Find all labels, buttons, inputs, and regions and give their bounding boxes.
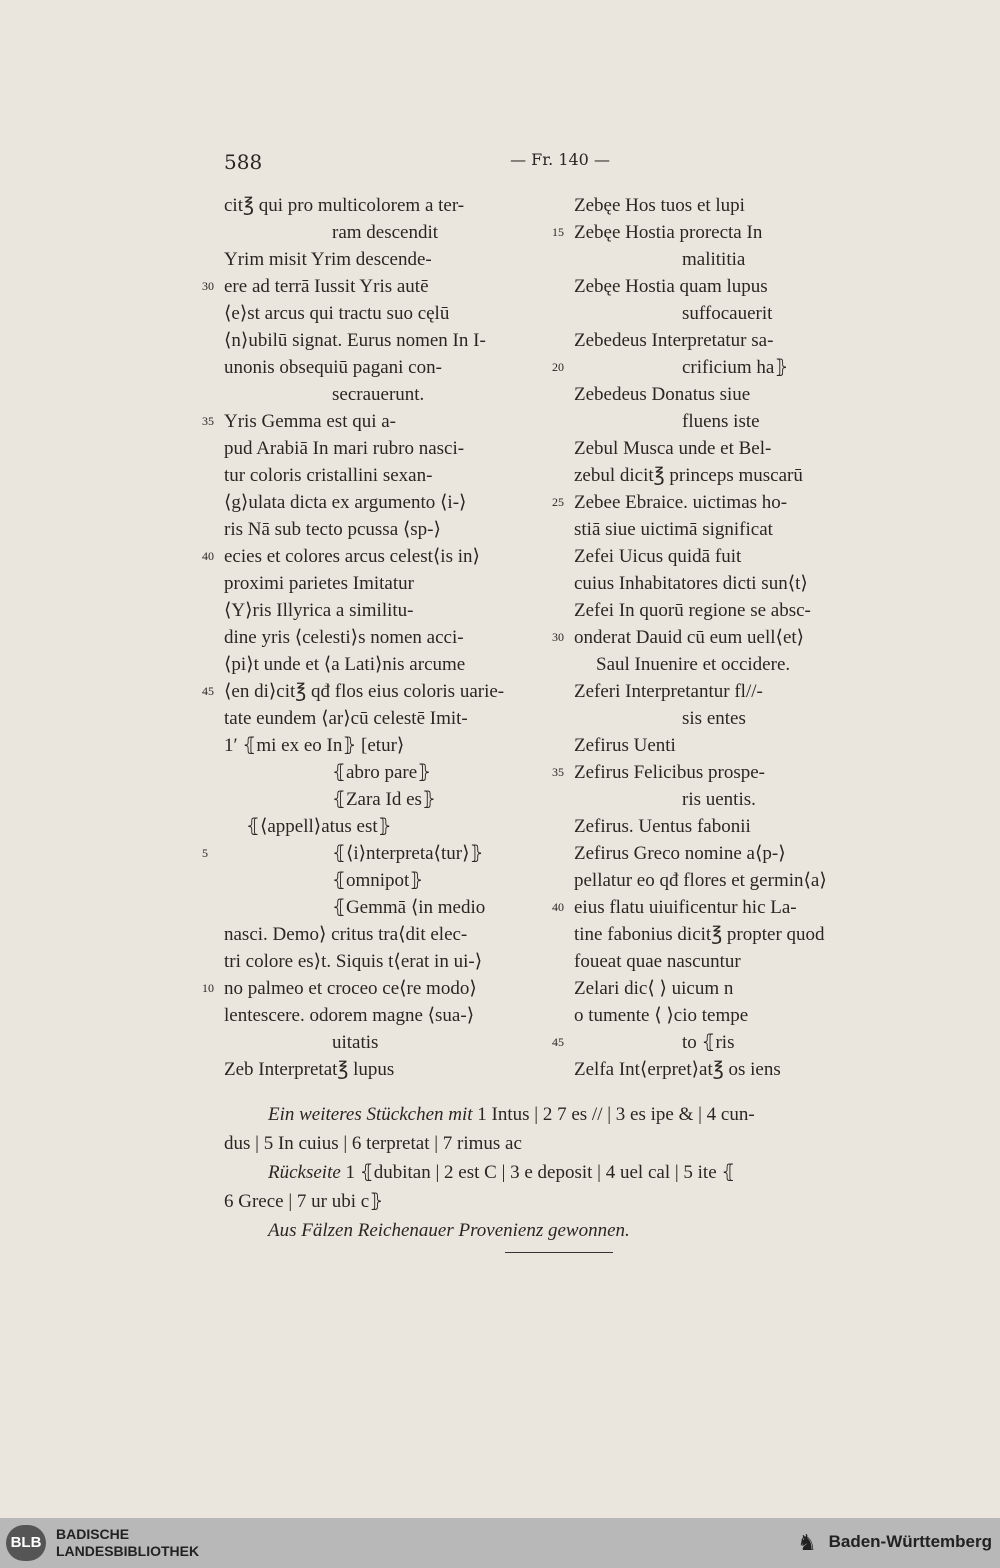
line-text: zebul dicit℥ princeps muscarū: [574, 465, 803, 486]
line-text: foueat quae nascuntur: [574, 951, 741, 972]
line-text: stiā siue uictimā significat: [574, 519, 773, 540]
line-text: ris uentis.: [682, 789, 756, 810]
line-text: Zebęe Hostia quam lupus: [574, 276, 768, 297]
page-number: 588: [224, 150, 263, 174]
text-line: [574, 705, 904, 732]
line-text: Yrim misit Yrim descende-: [224, 249, 432, 270]
text-line: [574, 327, 904, 354]
text-line: [224, 354, 554, 381]
line-text: tur coloris cristallini sexan-: [224, 465, 433, 486]
text-line: [552, 219, 904, 246]
line-text: 1′ ⦃mi ex eo In⦄ [etur⟩: [224, 735, 405, 756]
line-text: uitatis: [332, 1032, 379, 1053]
line-text: tri colore es⟩t. Siquis t⟨erat in ui-⟩: [224, 951, 483, 972]
text-line: [574, 273, 904, 300]
text-line: [224, 462, 554, 489]
text-line: [202, 408, 554, 435]
line-text: secrauerunt.: [332, 384, 425, 405]
line-text: Zebul Musca unde et Bel-: [574, 438, 772, 459]
line-text: Yris Gemma est qui a-: [224, 411, 397, 432]
footnote-line: 6 Grece | 7 ur ubi c⦄: [224, 1191, 384, 1212]
line-text: Zebedeus Donatus siue: [574, 384, 751, 405]
line-text: ram descendit: [332, 222, 439, 243]
footnote-line: dus | 5 In cuius | 6 terpretat | 7 rimus ac: [224, 1133, 522, 1154]
line-text: ⟨Y⟩ris Illyrica a similitu-: [224, 600, 414, 621]
line-text: ⦃Zara Id es⦄: [332, 789, 436, 810]
text-line: [224, 219, 554, 246]
line-number: 5: [202, 846, 208, 860]
text-line: [574, 462, 904, 489]
line-text: pud Arabiā In mari rubro nasci-: [224, 438, 465, 459]
line-text: Zefirus Felicibus prospe-: [574, 762, 766, 783]
line-text: Zebedeus Interpretatur sa-: [574, 330, 774, 351]
text-line: [574, 813, 904, 840]
text-line: [224, 786, 554, 813]
text-line: [574, 246, 904, 273]
text-line: [224, 381, 554, 408]
text-line: [224, 921, 554, 948]
text-line: [574, 840, 904, 867]
text-line: [224, 597, 554, 624]
line-text: ⦃abro pare⦄: [332, 762, 432, 783]
text-line: [552, 624, 904, 651]
text-line: [224, 516, 554, 543]
line-text: ⟨g⟩ulata dicta ex argumento ⟨i-⟩: [224, 492, 467, 513]
line-text: nasci. Demo⟩ critus tra⟨dit elec-: [224, 924, 468, 945]
text-line: [224, 651, 554, 678]
line-text: ⦃⟨i⟩nterpreta⟨tur⟩⦄: [332, 843, 484, 864]
text-line: [552, 894, 904, 921]
text-line: [224, 1056, 554, 1083]
line-text: tine fabonius dicit℥ propter quod: [574, 924, 825, 945]
line-text: lentescere. odorem magne ⟨sua-⟩: [224, 1005, 475, 1026]
line-text: ⦃Gemmā ⟨in medio: [332, 897, 486, 918]
line-text: ⟨e⟩st arcus qui tractu suo cęlū: [224, 303, 450, 324]
line-text: pellatur eo qđ flores et germin⟨a⟩: [574, 870, 827, 891]
line-text: Zeferi Interpretantur fl//-: [574, 681, 763, 702]
line-text: ⦃omnipot⦄: [332, 870, 424, 891]
line-text: proximi parietes Imitatur: [224, 573, 414, 594]
text-line: [574, 543, 904, 570]
line-number: 35: [552, 765, 564, 779]
line-text: ⟨n⟩ubilū signat. Eurus nomen In I-: [224, 330, 486, 351]
line-text: unonis obsequiū pagani con-: [224, 357, 442, 378]
library-name[interactable]: BADISCHE LANDESBIBLIOTHEK: [56, 1526, 200, 1559]
line-text: o tumente ⟨ ⟩cio tempe: [574, 1005, 749, 1026]
footnote-line: Ein weiteres Stückchen mit 1 Intus | 2 7 es // | 3 es ipe & | 4 cun-: [268, 1104, 755, 1125]
text-line: [574, 975, 904, 1002]
text-line: [574, 435, 904, 462]
text-line: [224, 1002, 554, 1029]
footnote-line: Rückseite 1 ⦃dubitan | 2 est C | 3 e deposit | 4 uel cal | 5 ite ⦃: [268, 1162, 736, 1183]
line-text: Zefei In quorū regione se absc-: [574, 600, 811, 621]
line-number: 45: [552, 1035, 564, 1049]
text-line: [574, 516, 904, 543]
footnote-line: Aus Fälzen Reichenauer Provenienz gewonnen.: [268, 1220, 630, 1241]
text-line: [224, 894, 554, 921]
text-line: [574, 678, 904, 705]
line-text: sis entes: [682, 708, 746, 729]
line-text: cuius Inhabitatores dicti sun⟨t⟩: [574, 573, 808, 594]
text-line: [574, 948, 904, 975]
text-line: [202, 840, 554, 867]
line-text: dine yris ⟨celesti⟩s nomen acci-: [224, 627, 464, 648]
text-line: [552, 489, 904, 516]
line-text: malititia: [682, 249, 746, 270]
line-number: 30: [202, 279, 214, 293]
line-number: 40: [552, 900, 564, 914]
footnote: [224, 1100, 904, 1245]
line-text: Zefirus Greco nomine a⟨p-⟩: [574, 843, 786, 864]
text-line: [202, 543, 554, 570]
line-text: Zelfa Int⟨erpret⟩at℥ os iens: [574, 1059, 781, 1080]
line-number: 30: [552, 630, 564, 644]
text-line: [224, 327, 554, 354]
line-text: Zebee Ebraice. uictimas ho-: [574, 492, 788, 513]
text-line: [574, 381, 904, 408]
text-line: [224, 813, 554, 840]
line-number: 40: [202, 549, 214, 563]
line-text: eius flatu uiuificentur hic La-: [574, 897, 797, 918]
line-text: ris Nā sub tecto pcussa ⟨sp-⟩: [224, 519, 441, 540]
line-text: Zelari dic⟨ ⟩ uicum n: [574, 978, 734, 999]
text-line: [224, 732, 554, 759]
line-number: 25: [552, 495, 564, 509]
line-text: Zebęe Hostia prorecta In: [574, 222, 763, 243]
text-line: [202, 273, 554, 300]
text-line: [224, 1029, 554, 1056]
line-number: 15: [552, 225, 564, 239]
right-column: [552, 192, 904, 1083]
line-number: 35: [202, 414, 214, 428]
line-number: 45: [202, 684, 214, 698]
text-line: [224, 867, 554, 894]
text-line: [202, 678, 554, 705]
line-text: ⟨en di⟩cit℥ qđ flos eius coloris uarie-: [224, 681, 505, 702]
line-text: onderat Dauid cū eum uell⟨et⟩: [574, 627, 805, 648]
text-line: [224, 759, 554, 786]
line-text: to ⦃ris: [682, 1032, 735, 1053]
text-line: [552, 1029, 904, 1056]
line-text: Saul Inuenire et occidere.: [596, 654, 791, 675]
state-name[interactable]: Baden-Württemberg: [828, 1532, 992, 1551]
text-line: [224, 192, 554, 219]
line-text: ere ad terrā Iussit Yris autē: [224, 276, 429, 297]
text-line: [574, 732, 904, 759]
text-line: [574, 300, 904, 327]
line-text: Zeb Interpretat℥ lupus: [224, 1059, 395, 1080]
line-text: ecies et colores arcus celest⟨is in⟩: [224, 546, 480, 567]
text-line: [224, 435, 554, 462]
line-text: Zebęe Hos tuos et lupi: [574, 195, 745, 216]
text-line: [574, 1002, 904, 1029]
text-line: [574, 786, 904, 813]
line-text: suffocauerit: [682, 303, 773, 324]
line-text: ⦃⟨appell⟩atus est⦄: [246, 816, 392, 837]
line-text: fluens iste: [682, 411, 760, 432]
text-line: [574, 597, 904, 624]
text-line: [574, 1056, 904, 1083]
line-text: ⟨pi⟩t unde et ⟨a Lati⟩nis arcume: [224, 654, 466, 675]
text-line: [224, 705, 554, 732]
text-line: [224, 570, 554, 597]
line-text: cit℥ qui pro multicolorem a ter-: [224, 195, 465, 216]
lions-crest-icon: ♞: [797, 1530, 817, 1555]
running-head: — Fr. 140 —: [510, 150, 610, 169]
text-line: [224, 489, 554, 516]
text-line: [224, 300, 554, 327]
line-text: no palmeo et croceo ce⟨re modo⟩: [224, 978, 477, 999]
closing-rule: [505, 1252, 613, 1253]
footer-bar: [0, 1518, 1000, 1568]
text-line: [574, 408, 904, 435]
text-line: [202, 975, 554, 1002]
line-text: Zefei Uicus quidā fuit: [574, 546, 742, 567]
text-line: [224, 948, 554, 975]
text-line: [574, 192, 904, 219]
line-text: Zefirus Uenti: [574, 735, 676, 756]
line-text: crificium ha⦄: [682, 357, 789, 378]
text-line: [224, 624, 554, 651]
left-column: [202, 192, 554, 1083]
text-line: [574, 570, 904, 597]
text-line: [552, 354, 904, 381]
text-line: [574, 867, 904, 894]
line-text: tate eundem ⟨ar⟩cū celestē Imit-: [224, 708, 468, 729]
line-number: 10: [202, 981, 214, 995]
blb-logo-icon[interactable]: BLB: [6, 1525, 46, 1561]
line-text: Zefirus. Uentus fabonii: [574, 816, 751, 837]
text-line: [574, 921, 904, 948]
text-line: [552, 759, 904, 786]
text-line: [224, 246, 554, 273]
line-number: 20: [552, 360, 564, 374]
text-line: [574, 651, 904, 678]
